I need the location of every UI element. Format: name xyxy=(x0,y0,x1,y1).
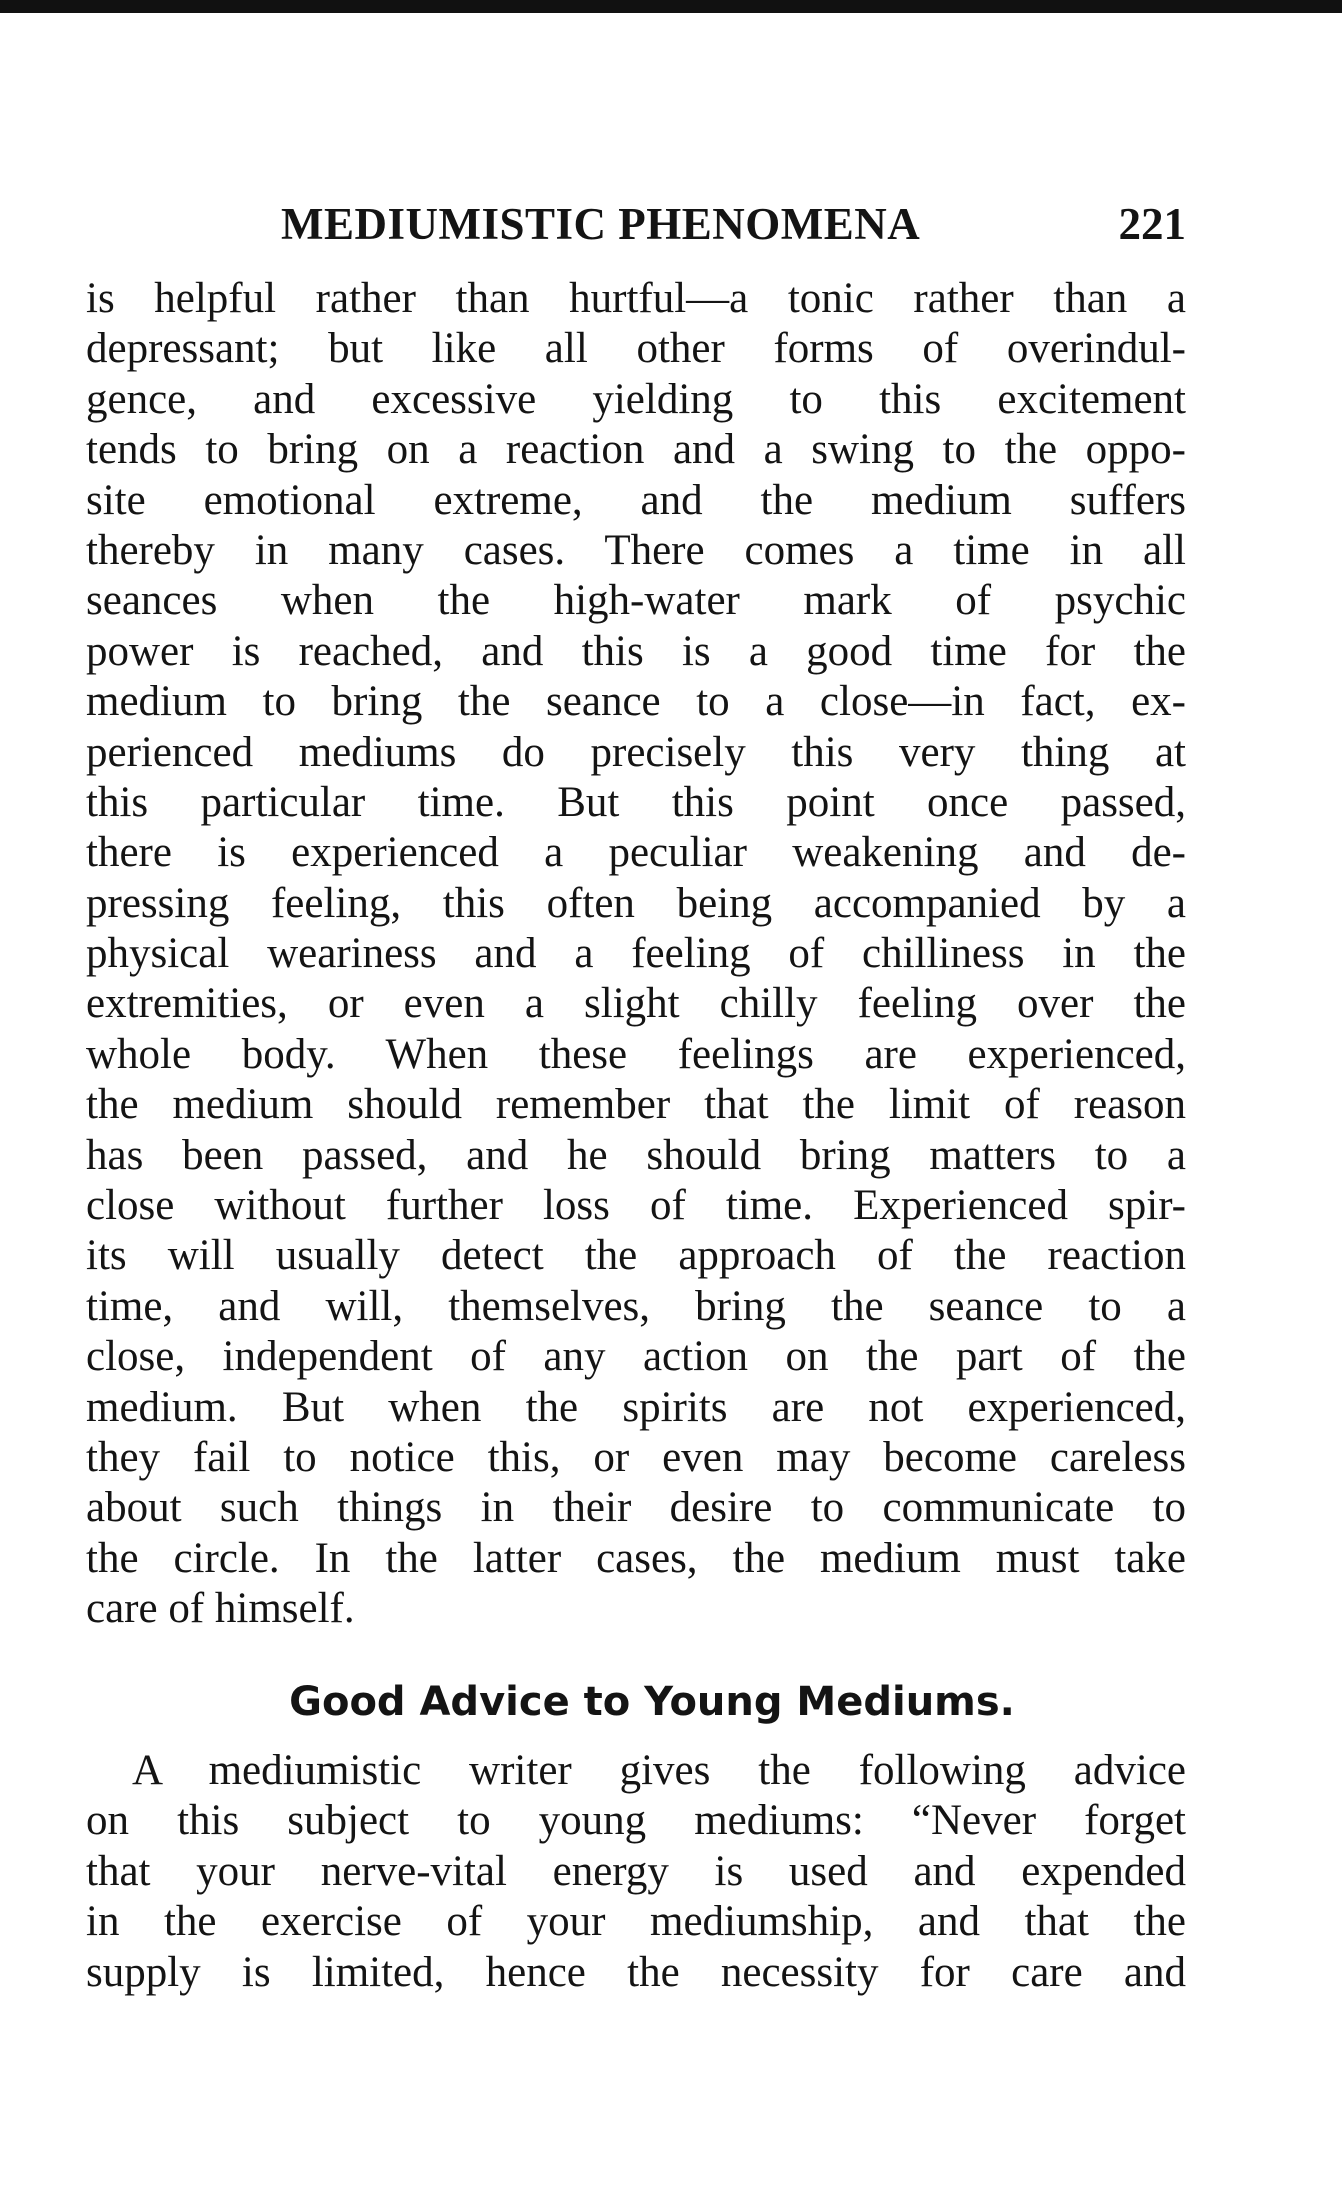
text-line: A mediumistic writer gives the following advice xyxy=(132,1747,1186,1794)
text-line: time, and will, themselves, bring the seance to a xyxy=(86,1282,1186,1330)
text-line: its will usually detect the approach of the reaction xyxy=(86,1232,1186,1280)
text-line: thereby in many cases. There comes a time in all xyxy=(86,526,1186,574)
text-line: care of himself. xyxy=(86,1585,355,1633)
text-line: perienced mediums do precisely this very thing at xyxy=(86,728,1186,776)
text-line: site emotional extreme, and the medium suffers xyxy=(86,476,1186,524)
text-line: pressing feeling, this often being accompanied by a xyxy=(86,879,1186,927)
text-line: in the exercise of your mediumship, and that the xyxy=(86,1898,1186,1946)
text-line: that your nerve-vital energy is used and expended xyxy=(86,1847,1186,1895)
text-line: the medium should remember that the limit of reason xyxy=(86,1081,1186,1129)
running-head xyxy=(86,198,1186,258)
page-title: MEDIUMISTIC PHENOMENA xyxy=(281,199,921,249)
text-line: tends to bring on a reaction and a swing to the oppo- xyxy=(86,426,1186,474)
text-line: on this subject to young mediums: “Never forget xyxy=(86,1797,1186,1845)
section-heading-text: Good Advice to Young Mediums. xyxy=(289,1679,1015,1725)
page-number: 221 xyxy=(1118,199,1186,249)
text-line: close without further loss of time. Experienced spir- xyxy=(86,1182,1186,1230)
text-line: the circle. In the latter cases, the medium must take xyxy=(86,1534,1186,1582)
paragraph-body xyxy=(86,274,1186,1635)
text-line: is helpful rather than hurtful—a tonic rather than a xyxy=(86,275,1186,322)
text-line: has been passed, and he should bring matters to a xyxy=(86,1131,1186,1179)
text-line: gence, and excessive yielding to this excitement xyxy=(86,375,1186,423)
text-line: about such things in their desire to communicate to xyxy=(86,1484,1186,1532)
text-line: extremities, or even a slight chilly feeling over the xyxy=(86,980,1186,1028)
paragraph-advice xyxy=(86,1746,1186,1998)
text-line: close, independent of any action on the part of the xyxy=(86,1333,1186,1381)
text-line: power is reached, and this is a good time for the xyxy=(86,627,1186,675)
text-line: medium to bring the seance to a close—in fact, ex- xyxy=(86,678,1186,726)
text-line: supply is limited, hence the necessity for care and xyxy=(86,1948,1186,1996)
text-line: there is experienced a peculiar weakening and de- xyxy=(86,829,1186,877)
top-border-rule xyxy=(0,0,1342,13)
text-line: they fail to notice this, or even may become careless xyxy=(86,1433,1186,1481)
text-line: physical weariness and a feeling of chilliness in the xyxy=(86,930,1186,978)
text-line: depressant; but like all other forms of overindul- xyxy=(86,325,1186,373)
text-line: whole body. When these feelings are experienced, xyxy=(86,1030,1186,1078)
text-line: this particular time. But this point once passed, xyxy=(86,778,1186,826)
text-line: medium. But when the spirits are not experienced, xyxy=(86,1383,1186,1431)
text-line: seances when the high-water mark of psychic xyxy=(86,577,1186,625)
section-heading xyxy=(86,1672,1186,1732)
